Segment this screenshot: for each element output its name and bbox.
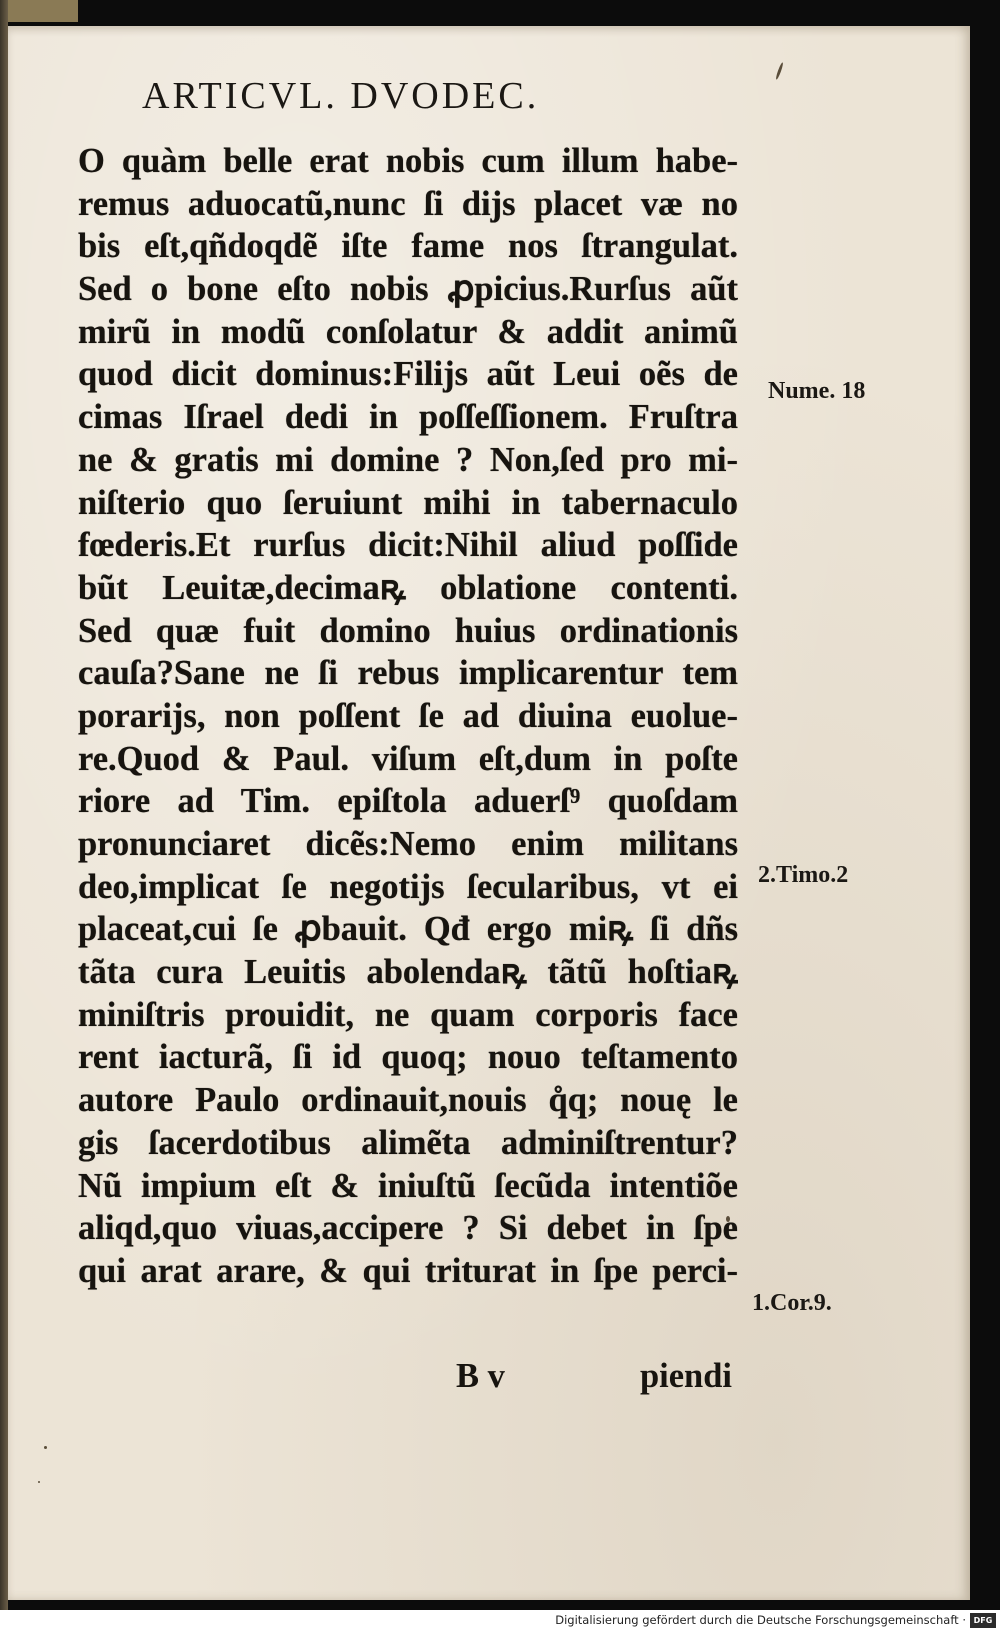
text-line: riore ad Tim. epiſtola aduerſ⁹ quoſdam: [78, 782, 738, 821]
text-line: aliqd,quo viuas,accipere ? Si debet in ſpe: [78, 1209, 738, 1248]
text-line: deo,implicat ſe negotijs ſecularibus, vt ei: [78, 867, 738, 906]
text-line: Nũ impium eſt & iniuſtũ ſecũda intentiõe: [78, 1166, 738, 1205]
text-line: ne & gratis mi domine ? Non,ſed pro mi-: [78, 440, 738, 479]
text-line: rent iacturã, ſi id quoq; nouo teſtamento: [78, 1038, 738, 1077]
text-line: cauſa?Sane ne ſi rebus implicarentur tem: [78, 654, 738, 693]
text-line: remus aduocatũ,nunc ſi dijs placet væ no: [78, 184, 738, 223]
text-line: autore Paulo ordinauit,nouis q̊q; nouę le: [78, 1081, 738, 1120]
digitization-footer: [0, 1610, 1000, 1633]
text-line: cimas Iſrael dedi in poſſeſſionem. Fruſtra: [78, 398, 738, 437]
text-line: Sed o bone eſto nobis ꝓpicius.Rurſus aũt: [78, 270, 738, 309]
text-line: miniſtris prouidit, ne quam corporis face: [78, 995, 738, 1034]
paper-mark: [775, 62, 784, 80]
page-edge-tab: [8, 0, 78, 22]
paper-mark: [44, 1446, 47, 1449]
catchword: piendi: [639, 1357, 732, 1395]
text-line: gis ſacerdotibus alimẽta adminiſtrentur?: [78, 1123, 738, 1162]
dfg-logo-icon: DFG: [970, 1613, 996, 1628]
funding-notice: Digitalisierung gefördert durch die Deutsche Forschungsgemeinschaft ·: [555, 1613, 966, 1627]
text-line: pronunciaret dicẽs:Nemo enim militans: [78, 825, 738, 863]
marginal-note: 1.Cor.9.: [752, 1290, 832, 1316]
body-text: [78, 140, 738, 1293]
text-line: re.Quod & Paul. viſum eſt,dum in poſte: [78, 739, 738, 778]
text-line: placeat,cui ſe ꝓbauit. Qđ ergo miꝶ ſi dñs: [78, 910, 738, 949]
running-head: ARTICVL. DVODEC.: [142, 75, 540, 117]
text-line: porarijs, non poſſent ſe ad diuina euolue-: [78, 696, 738, 735]
signature-mark: B v: [456, 1357, 505, 1395]
page-footer-line: [78, 1357, 738, 1401]
text-line: tãta cura Leuitis abolendaꝶ tãtũ hoſtiaꝶ: [78, 953, 738, 992]
text-line: fœderis.Et rurſus dicit:Nihil aliud poſſide: [78, 526, 738, 565]
text-line: bũt Leuitæ,decimaꝶ oblatione contenti.: [78, 568, 738, 607]
text-line: Sed quæ fuit domino huius ordinationis: [78, 611, 738, 650]
text-line: mirũ in modũ conſolatur & addit animũ: [78, 312, 738, 351]
marginal-note: 2.Timo.2: [758, 862, 849, 888]
text-line: niſterio quo ſeruiunt mihi in tabernaculo: [78, 483, 738, 522]
text-line: qui arat arare, & qui triturat in ſpe perci-: [78, 1251, 738, 1290]
text-line: bis eſt,qñdoqdẽ iſte fame nos ſtrangulat.: [78, 227, 738, 266]
book-spine-edge: [0, 0, 8, 1610]
text-line: quod dicit dominus:Filijs aũt Leui oẽs de: [78, 355, 738, 394]
paper-mark: [38, 1481, 40, 1483]
marginal-note: Nume. 18: [768, 378, 866, 404]
text-line: O quàm belle erat nobis cum illum habe-: [78, 142, 738, 180]
